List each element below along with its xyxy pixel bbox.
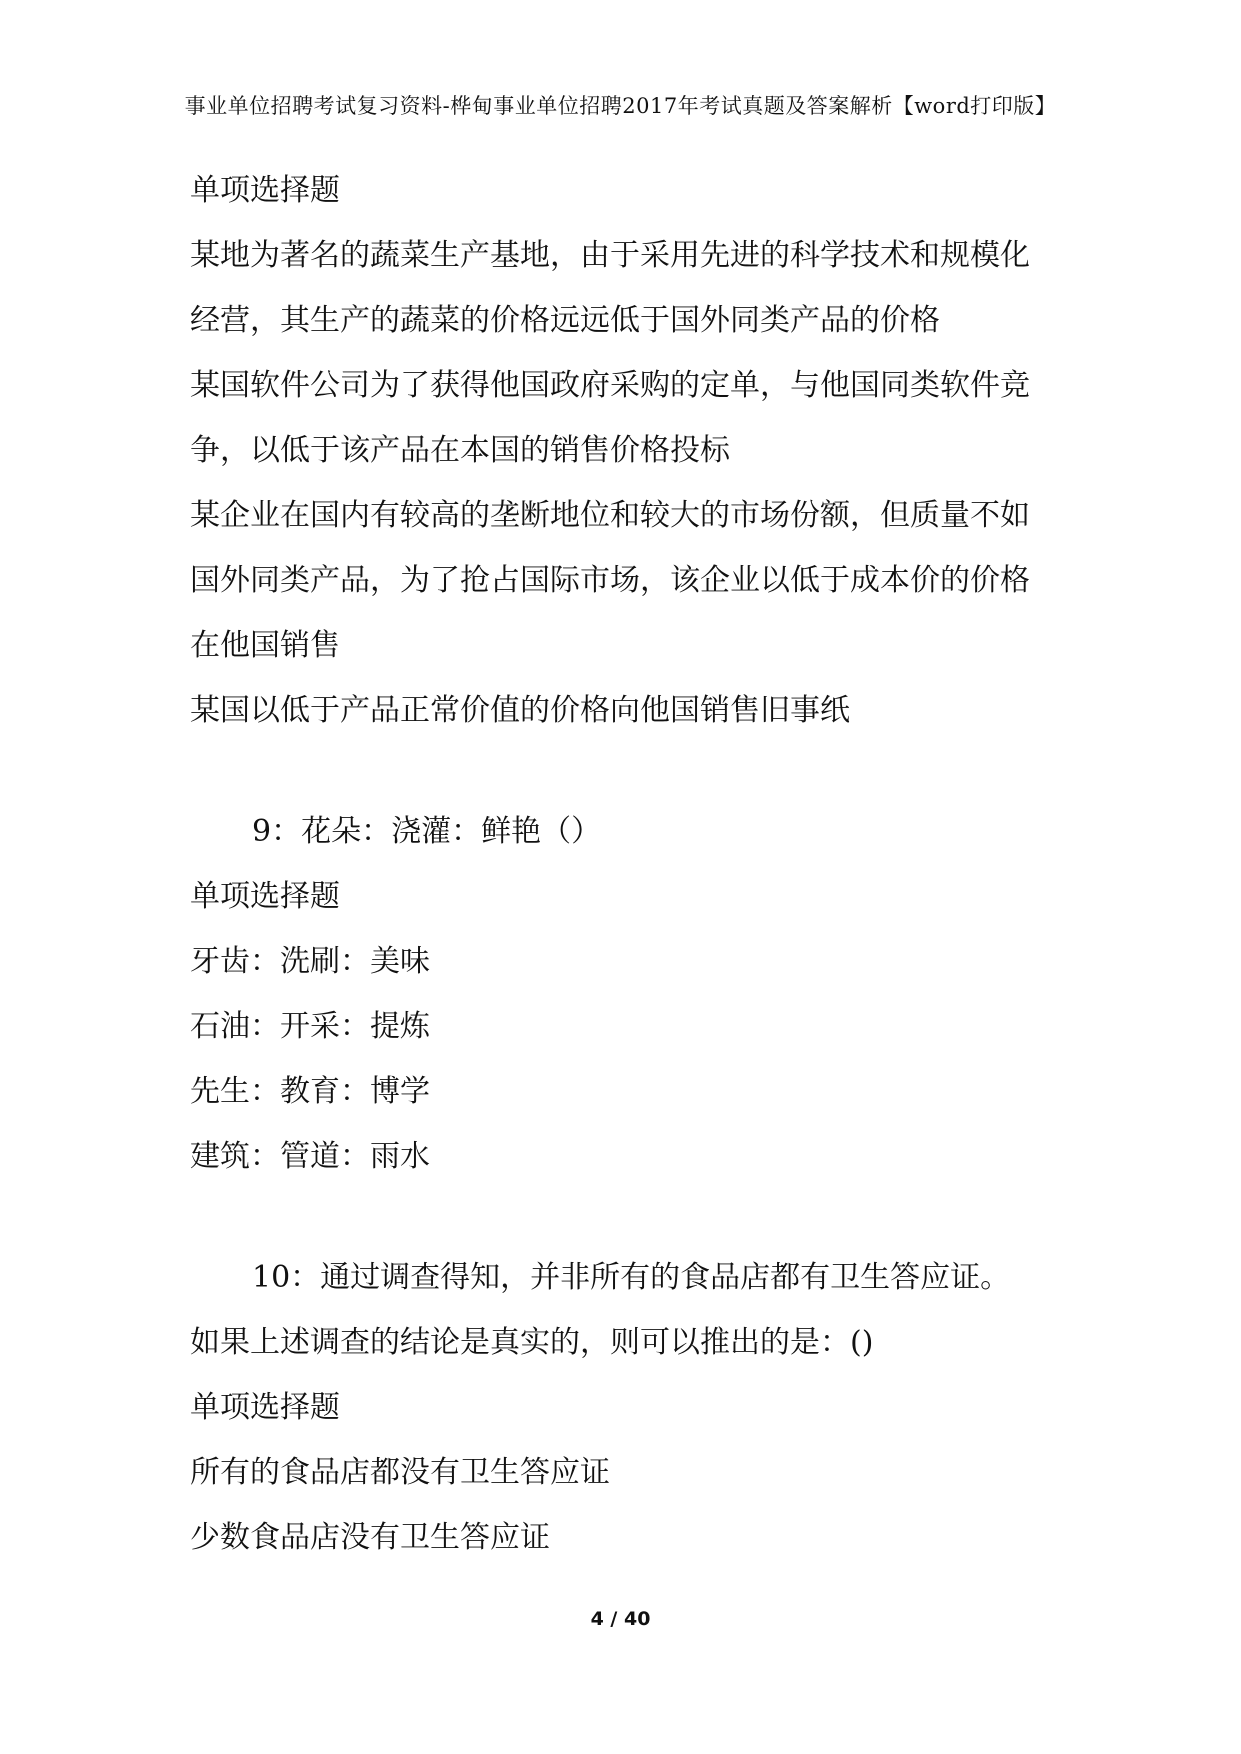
q9-option-a: 牙齿：洗刷：美味 — [190, 944, 430, 979]
q8-option-d-line1: 某国以低于产品正常价值的价格向他国销售旧事纸 — [190, 693, 850, 728]
q9-type: 单项选择题 — [190, 879, 340, 914]
q10-question-line1: 10：通过调查得知，并非所有的食品店都有卫生答应证。 — [252, 1260, 1011, 1295]
q8-option-c-line2: 国外同类产品，为了抢占国际市场，该企业以低于成本价的价格 — [190, 563, 1030, 598]
spacer — [190, 1189, 1060, 1245]
q8-option-a-line1: 某地为著名的蔬菜生产基地，由于采用先进的科学技术和规模化 — [190, 238, 1030, 273]
document-header: 事业单位招聘考试复习资料-桦甸事业单位招聘2017年考试真题及答案解析【word打印版】 — [184, 94, 1057, 118]
q8-option-c-line3: 在他国销售 — [190, 628, 340, 663]
q8-type: 单项选择题 — [190, 173, 340, 208]
q8-option-a-line2: 经营，其生产的蔬菜的价格远远低于国外同类产品的价格 — [190, 303, 940, 338]
q10-question-line2: 如果上述调查的结论是真实的，则可以推出的是：() — [190, 1325, 874, 1360]
q8-option-b-line1: 某国软件公司为了获得他国政府采购的定单，与他国同类软件竞 — [190, 368, 1030, 403]
q9-option-d: 建筑：管道：雨水 — [190, 1139, 430, 1174]
q8-option-c-line1: 某企业在国内有较高的垄断地位和较大的市场份额，但质量不如 — [190, 498, 1030, 533]
q9-option-c: 先生：教育：博学 — [190, 1074, 430, 1109]
q9-option-b: 石油：开采：提炼 — [190, 1009, 430, 1044]
q10-option-b: 少数食品店没有卫生答应证 — [190, 1520, 550, 1555]
q9-question: 9：花朵：浇灌：鲜艳（） — [252, 814, 602, 849]
q8-option-b-line2: 争，以低于该产品在本国的销售价格投标 — [190, 433, 730, 468]
spacer — [190, 743, 1060, 799]
page-number: 4 / 40 — [590, 1608, 651, 1630]
q10-type: 单项选择题 — [190, 1390, 340, 1425]
document-body — [190, 158, 1060, 1570]
q10-option-a: 所有的食品店都没有卫生答应证 — [190, 1455, 610, 1490]
